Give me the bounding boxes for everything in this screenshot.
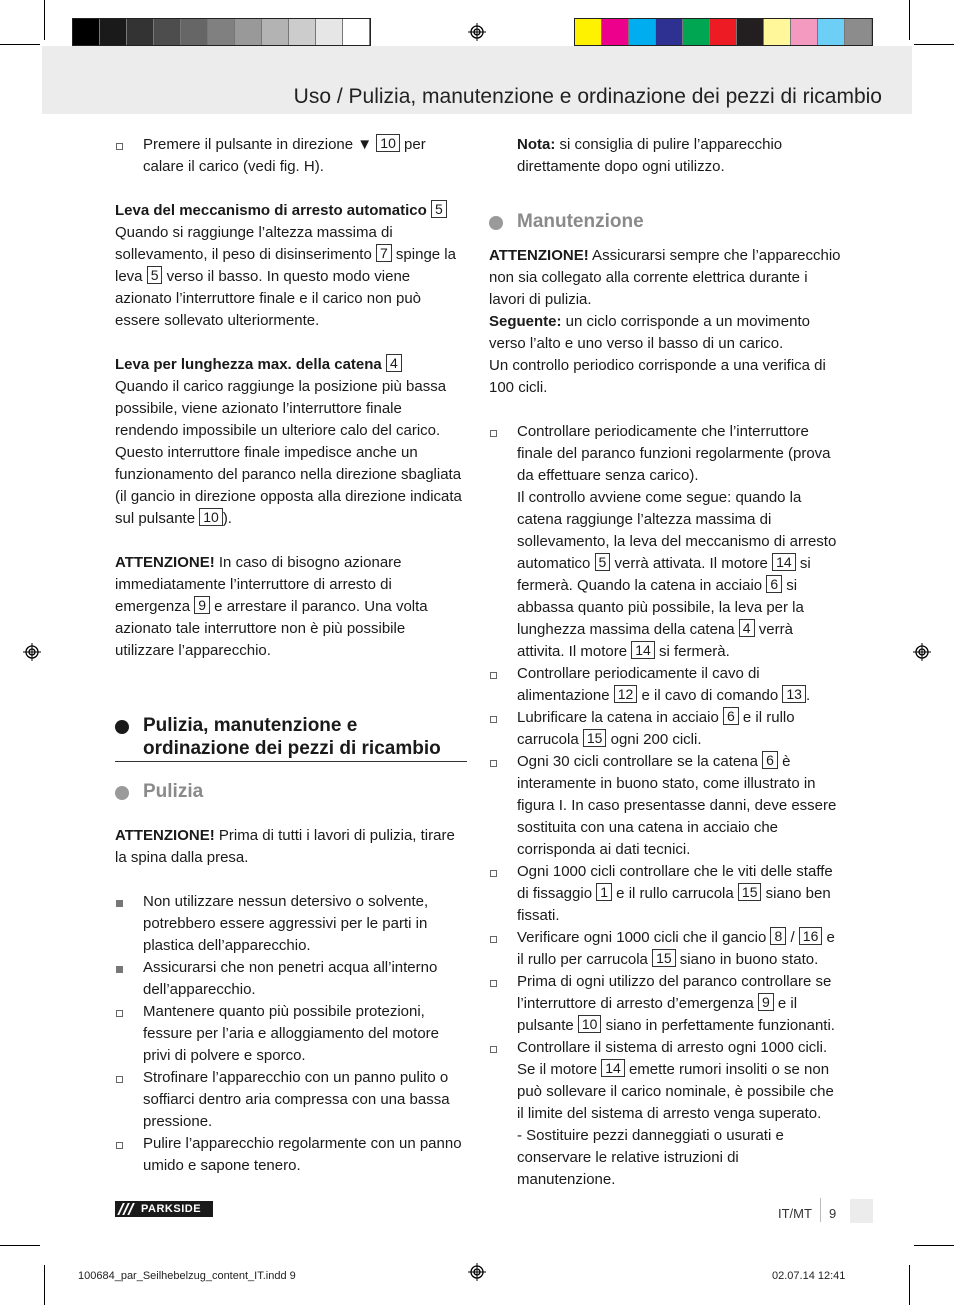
registration-mark-icon [913,643,931,661]
color-swatch [289,19,316,45]
divider [820,1198,821,1222]
text: e il rullo carrucola [612,885,738,902]
text: Leva del meccanismo di arresto automatico [115,202,431,219]
text: Ogni 30 cicli controllare se la catena [517,753,763,770]
list-item: Non utilizzare nessun detersivo o solvente, potrebbero essere aggressivi per le parti in plastica dell’apparecchio. [115,891,467,957]
parkside-logo [115,1201,213,1217]
color-swatch [845,19,872,45]
color-swatch [791,19,818,45]
list-item [489,1037,841,1191]
file-slug: 100684_par_Seilhebelzug_content_IT.indd 9 [78,1270,296,1282]
registration-mark-icon [468,23,486,41]
crop-mark [914,1245,954,1246]
color-swatch [818,19,845,45]
color-swatch [710,19,737,45]
note-label: Nota: [517,136,556,153]
bullet-dot-icon [115,786,129,800]
text: e arrestare il paranco. Una volta azionato tale interruttore non è più possibile utilizzare l’apparecchio. [115,598,428,659]
text: siano in perfettamente funzionanti. [601,1017,835,1034]
crop-mark [909,1265,910,1305]
part-ref: 9 [758,993,774,1011]
text: un ciclo corrisponde a un movimento verso l’alto e uno verso il basso di un carico. [489,313,810,352]
text: / [786,929,799,946]
text: ). [222,510,232,527]
list-item [489,861,841,927]
text: Manutenzione [517,211,644,232]
text: e il pulsante [517,995,798,1034]
text: . [805,687,811,704]
list-item: Mantenere quanto più possibile protezioni, fessure per l’aria e alloggiamento del motore privi di polvere e sporco. [115,1001,467,1067]
color-swatch [154,19,181,45]
lever-auto-text [115,222,467,332]
text: si abbassa quanto più possibile, la leva per la lunghezza massima della catena [517,577,804,638]
list-item [115,134,467,178]
bullet-dot-icon [115,720,129,734]
text: Prima di tutti i lavori di pulizia, tirare la spina dalla presa. [115,827,455,866]
warning-label: ATTENZIONE! [489,247,589,264]
text: ogni 200 cicli. [606,731,702,748]
text: verrà attivata. Il motore [610,555,773,572]
text: è interamente in buono stato, come illustrato in figura I. In caso presentasse danni, deve essere sostituita con una catena in acciaio che corrisponda ai dati tecnici. [517,753,837,858]
text: si consiglia di pulire l’apparecchio direttamente dopo ogni utilizzo. [517,136,783,175]
part-ref: 14 [772,553,796,571]
color-swatch [343,19,370,45]
text: verso il basso. In questo modo viene azionato l’interruttore finale e il carico non può essere sollevato ulteriormente. [115,268,422,329]
list-item: Assicurarsi che non penetri acqua all’interno dell’apparecchio. [115,957,467,1001]
lever-chain-text [115,376,467,530]
text: Premere il pulsante in direzione ▼ [143,136,377,153]
part-ref: 14 [601,1059,625,1077]
cleaning-warning [115,825,467,869]
lever-chain-heading [115,354,467,376]
text: siano ben fissati. [517,885,831,924]
warning-label: ATTENZIONE! [115,827,215,844]
page-title: Uso / Pulizia, manutenzione e ordinazione dei pezzi di ricambio [293,85,882,108]
warning-label: ATTENZIONE! [115,554,215,571]
right-column [489,134,841,1191]
text: Controllare periodicamente che l’interruttore finale del paranco funzioni regolarmente (prova da effettuare senza carico). [517,423,831,484]
following-note [489,311,841,355]
text: spinge la leva [115,246,456,285]
text: verrà attivita. Il motore [517,621,793,660]
logo-stripes-icon [115,1201,137,1217]
text: Il controllo avviene come segue: quando la catena raggiunge l’altezza massima di sollevamento, la leva del meccanismo di arresto automatico [517,489,837,572]
part-ref: 6 [723,707,739,725]
color-swatch [100,19,127,45]
crop-mark [44,0,45,40]
color-swatch [575,19,602,45]
part-ref: 14 [631,641,655,659]
part-ref: 15 [583,729,607,747]
text: Ogni 1000 cicli controllare che le viti delle staffe di fissaggio [517,863,833,902]
text: e il rullo per carrucola [517,929,835,968]
part-ref: 9 [194,596,210,614]
text: Pulizia [143,781,204,802]
part-ref: 6 [762,751,778,769]
part-ref: 7 [376,244,392,262]
text: Quando si raggiunge l’altezza massima di sollevamento, il peso di disinserimento [115,224,393,263]
maintenance-warning [489,245,841,311]
text: Pulizia, manutenzione e ordinazione dei pezzi di ricambio [143,715,441,759]
text: Quando il carico raggiunge la posizione più bassa possibile, viene azionato l’interruttore finale rendendo impossibile un ulteriore calo del carico. Questo interruttore finale impedisce anche un funzionamento del paranco nella direzione sbagliata (il gancio in direzione opposta alla direzione indicata sul pulsante [115,378,462,527]
text: Lubrificare la catena in acciaio [517,709,723,726]
list-item [489,421,841,663]
crop-mark [0,44,40,45]
periodic-note: Un controllo periodico corrisponde a una verifica di 100 cicli. [489,357,826,396]
process-color-bar [574,18,873,46]
color-swatch [73,19,100,45]
part-ref: 4 [386,354,402,372]
text: Controllare il sistema di arresto ogni 1000 cicli. Se il motore [517,1039,828,1078]
color-swatch [737,19,764,45]
color-swatch [683,19,710,45]
color-swatch [602,19,629,45]
color-swatch [235,19,262,45]
press-list [115,134,467,178]
part-ref: 5 [595,553,611,571]
part-ref: 1 [596,883,612,901]
text: Verificare ogni 1000 cicli che il gancio [517,929,771,946]
part-ref: 10 [376,134,400,152]
crop-mark [914,44,954,45]
crop-mark [0,1245,40,1246]
text: e il cavo di comando [637,687,783,704]
registration-mark-icon [468,1263,486,1281]
part-ref: 13 [782,685,806,703]
part-ref: 15 [652,949,676,967]
text: si fermerà. Quando la catena in acciaio [517,555,811,594]
text: Assicurarsi sempre che l’apparecchio non sia collegato alla corrente elettrica durante i lavori di pulizia. [489,247,841,308]
list-item: Pulire l’apparecchio regolarmente con un panno umido e sapone tenero. [115,1133,467,1177]
list-item: Strofinare l’apparecchio con un panno pulito o soffiarci dentro aria compressa con una bassa pressione. [115,1067,467,1133]
part-ref: 15 [738,883,762,901]
color-swatch [181,19,208,45]
part-ref: 6 [766,575,782,593]
text: siano in buono stato. [675,951,819,968]
color-swatch [764,19,791,45]
logo-text: PARKSIDE [141,1203,202,1215]
color-swatch [656,19,683,45]
part-ref: 10 [199,508,223,526]
color-swatch [262,19,289,45]
list-item [489,663,841,707]
section-heading-cleaning [115,780,467,803]
lever-auto-heading [115,200,467,222]
page-tab [850,1199,873,1223]
list-item [489,751,841,861]
section-heading-maintenance [489,210,841,233]
color-swatch [316,19,343,45]
date-slug: 02.07.14 12:41 [772,1270,846,1282]
text: Controllare periodicamente il cavo di alimentazione [517,665,760,704]
list-item [489,707,841,751]
part-ref: 4 [739,619,755,637]
maintenance-list [489,421,841,1191]
text: Leva per lunghezza max. della catena [115,356,386,373]
bullet-dot-icon [489,216,503,230]
list-item [489,971,841,1037]
page-number: 9 [829,1206,837,1221]
part-ref: 8 [770,927,786,945]
section-heading-main [115,714,467,762]
color-swatch [208,19,235,45]
part-ref: 10 [578,1015,602,1033]
part-ref: 5 [147,266,163,284]
emergency-warning [115,552,467,662]
gray-color-bar [72,18,371,46]
part-ref: 16 [799,927,823,945]
text: si fermerà. [654,643,730,660]
list-item [489,927,841,971]
color-swatch [629,19,656,45]
language-code: IT/MT [778,1206,812,1221]
color-swatch [127,19,154,45]
part-ref: 12 [614,685,638,703]
cleaning-list [115,891,467,1177]
crop-mark [44,1265,45,1305]
registration-mark-icon [23,643,41,661]
text: emette rumori insoliti o se non può sollevare il carico nominale, è possibile che il limite del sistema di arresto venga superato. [517,1061,834,1122]
text: Prima di ogni utilizzo del paranco controllare se l’interruttore di arresto d’emergenza [517,973,832,1012]
left-column [115,134,467,1177]
text: In caso di bisogno azionare immediatamente l’interruttore di arresto di emergenza [115,554,402,615]
note [489,134,841,178]
part-ref: 5 [431,200,447,218]
crop-mark [909,0,910,40]
following-label: Seguente: [489,313,562,330]
text: e il rullo carrucola [517,709,795,748]
text: per calare il carico (vedi fig. H). [143,136,426,175]
text: - Sostituire pezzi danneggiati o usurati e conservare le relative istruzioni di manutenzione. [517,1127,784,1188]
